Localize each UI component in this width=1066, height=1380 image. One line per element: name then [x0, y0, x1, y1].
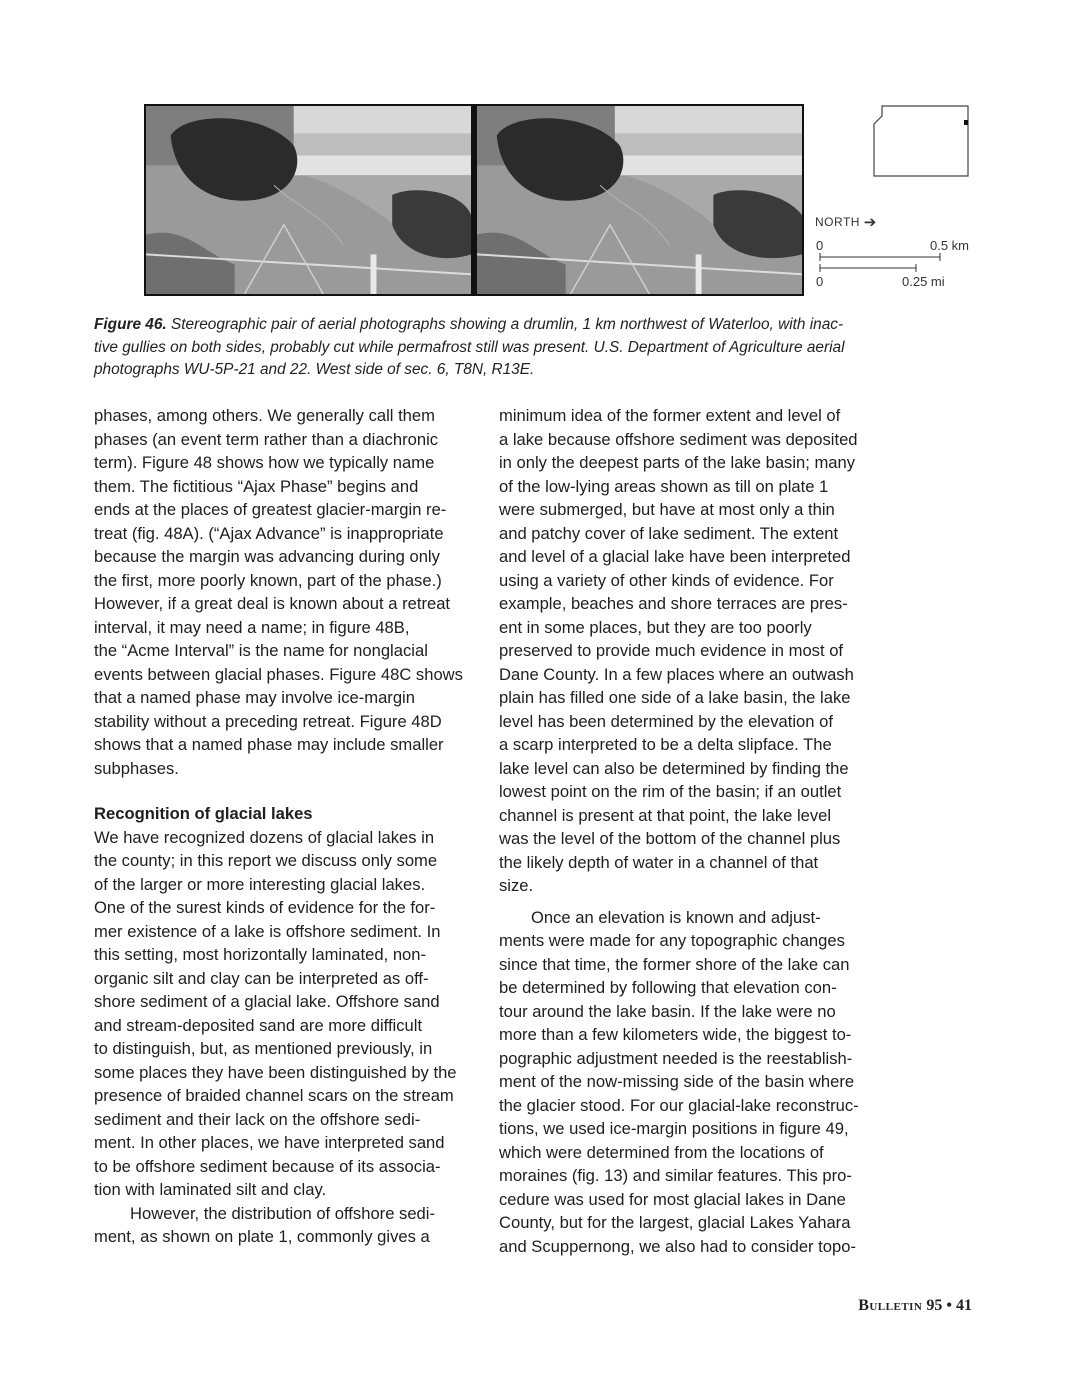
scale-mi-end: 0.25 mi: [902, 274, 945, 289]
text-line: ment, as shown on plate 1, commonly gives a: [94, 1227, 430, 1246]
text-line: them. The fictitious “Ajax Phase” begins and: [94, 476, 419, 496]
text-line: treat (fig. 48A). (“Ajax Advance” is inappropriate: [94, 523, 444, 543]
text-line: events between glacial phases. Figure 48C shows: [94, 664, 463, 684]
right-column: [499, 404, 871, 1258]
section-heading: Recognition of glacial lakes: [94, 804, 313, 823]
text-line: tour around the lake basin. If the lake were no: [499, 1001, 836, 1021]
text-line: lowest point on the rim of the basin; if an outlet: [499, 782, 842, 801]
journal-name: Bulletin: [858, 1297, 923, 1314]
locator-map: [868, 104, 972, 178]
figure-label: Figure 46.: [94, 316, 167, 333]
text-line: that a named phase may involve ice-margin: [94, 688, 415, 707]
text-line: because the margin was advancing during only: [94, 547, 440, 566]
text-line: Once an elevation is known and adjust-: [531, 907, 821, 927]
text-line: However, if a great deal is known about a retreat: [94, 594, 451, 613]
text-line: minimum idea of the former extent and level of: [499, 406, 841, 425]
separator-dot: •: [946, 1297, 952, 1314]
text-line: ent in some places, but they are too poorly: [499, 617, 812, 637]
aerial-photo-right: [471, 106, 802, 294]
text-line: to distinguish, but, as mentioned previously, in: [94, 1039, 433, 1058]
figure-caption: [94, 314, 874, 382]
left-para-2: [94, 826, 466, 1202]
caption-line: Figure 46. Stereographic pair of aerial photographs showing a drumlin, 1 km northwest of Waterloo, with inac-: [94, 316, 844, 333]
text-line: preserved to provide much evidence in most of: [499, 641, 844, 660]
text-line: and level of a glacial lake have been interpreted: [499, 547, 851, 566]
text-line: cedure was used for most glacial lakes in Dane: [499, 1189, 846, 1209]
scale-mi-start: 0: [816, 274, 824, 289]
text-line: plain has filled one side of a lake basin, the lake: [499, 688, 851, 707]
text-line: and patchy cover of lake sediment. The extent: [499, 523, 839, 543]
text-line: stability without a preceding retreat. Figure 48D: [94, 711, 442, 731]
text-line: which were determined from the locations of: [499, 1142, 824, 1162]
text-line: tions, we used ice-margin positions in figure 49,: [499, 1119, 849, 1138]
north-indicator: [815, 213, 877, 231]
left-para-1: [94, 404, 466, 780]
aerial-photo-left: [146, 106, 471, 294]
text-line: County, but for the largest, glacial Lakes Yahara: [499, 1213, 851, 1232]
text-line: the glacier stood. For our glacial-lake reconstruc-: [499, 1095, 859, 1115]
scale-bar-mi: [814, 256, 974, 296]
text-line: ment. In other places, we have interpreted sand: [94, 1133, 445, 1152]
text-line: lake level can also be determined by finding the: [499, 758, 849, 778]
scale-km-start: 0: [816, 238, 824, 253]
location-marker: [964, 120, 968, 125]
caption-line: tive gullies on both sides, probably cut while permafrost still was present. U.S. Department of Agriculture aerial: [94, 338, 845, 356]
arrow-right-icon: ➔: [863, 214, 877, 231]
text-line: the county; in this report we discuss only some: [94, 851, 438, 870]
text-line: this setting, most horizontally laminated, non-: [94, 945, 427, 964]
north-label: NORTH: [815, 215, 860, 229]
text-line: example, beaches and shore terraces are pres-: [499, 594, 848, 613]
text-line: using a variety of other kinds of evidence. For: [499, 570, 834, 590]
text-line: level has been determined by the elevation of: [499, 711, 833, 731]
text-line: ends at the places of greatest glacier-margin re-: [94, 500, 447, 519]
text-line: was the level of the bottom of the channel plus: [499, 829, 841, 848]
text-line: pographic adjustment needed is the reestablish-: [499, 1048, 853, 1068]
text-line: the likely depth of water in a channel of that: [499, 852, 819, 872]
text-line: term). Figure 48 shows how we typically name: [94, 453, 435, 472]
text-line: shore sediment of a glacial lake. Offshore sand: [94, 992, 440, 1011]
text-line: However, the distribution of offshore sedi-: [130, 1203, 435, 1223]
text-line: more than a few kilometers wide, the biggest to-: [499, 1025, 852, 1044]
text-line: size.: [499, 876, 534, 895]
text-line: interval, it may need a name; in figure 48B,: [94, 617, 410, 637]
bulletin-number: 95: [926, 1297, 943, 1314]
text-line: be determined by following that elevation con-: [499, 978, 837, 997]
page-number: 41: [956, 1297, 972, 1314]
text-line: a lake because offshore sediment was deposited: [499, 429, 858, 449]
text-line: shows that a named phase may include smaller: [94, 735, 444, 754]
text-line: Dane County. In a few places where an outwash: [499, 664, 854, 684]
text-line: ment of the now-missing side of the basin where: [499, 1072, 855, 1091]
text-line: since that time, the former shore of the lake can: [499, 954, 850, 974]
text-line: some places they have been distinguished by the: [94, 1062, 457, 1082]
text-line: a scarp interpreted to be a delta slipface. The: [499, 735, 832, 754]
text-line: the first, more poorly known, part of the phase.): [94, 570, 442, 590]
text-line: the “Acme Interval” is the name for nonglacial: [94, 641, 428, 660]
text-line: to be offshore sediment because of its associa-: [94, 1156, 441, 1176]
text-line: subphases.: [94, 758, 179, 778]
text-line: One of the surest kinds of evidence for the for-: [94, 898, 436, 917]
left-para-3: [94, 1202, 466, 1249]
text-line: channel is present at that point, the lake level: [499, 805, 832, 825]
right-para-1: [499, 404, 871, 898]
text-line: and Scuppernong, we also had to consider topo-: [499, 1236, 857, 1256]
text-line: and stream-deposited sand are more difficult: [94, 1015, 423, 1035]
right-para-2: [499, 906, 871, 1259]
text-line: were submerged, but have at most only a thin: [499, 500, 835, 519]
left-column: [94, 404, 466, 1249]
caption-line: photographs WU-5P-21 and 22. West side of sec. 6, T8N, R13E.: [94, 361, 535, 378]
text-line: ments were made for any topographic changes: [499, 931, 845, 950]
text-line: of the low-lying areas shown as till on plate 1: [499, 476, 829, 496]
scale-km-end: 0.5 km: [930, 238, 970, 253]
text-line: moraines (fig. 13) and similar features. This pro-: [499, 1166, 852, 1185]
text-line: tion with laminated silt and clay.: [94, 1180, 327, 1199]
text-line: presence of braided channel scars on the stream: [94, 1086, 454, 1105]
text-line: mer existence of a lake is offshore sediment. In: [94, 921, 441, 941]
text-line: phases (an event term rather than a diachronic: [94, 429, 439, 449]
page-footer: [830, 1297, 972, 1315]
text-line: organic silt and clay can be interpreted as off-: [94, 968, 429, 988]
text-line: sediment and their lack on the offshore sedi-: [94, 1109, 421, 1129]
stereo-photo-pair: [144, 104, 804, 296]
text-line: of the larger or more interesting glacial lakes.: [94, 874, 426, 894]
text-line: in only the deepest parts of the lake basin; many: [499, 453, 856, 472]
text-line: phases, among others. We generally call them: [94, 406, 435, 425]
text-line: We have recognized dozens of glacial lakes in: [94, 827, 435, 847]
